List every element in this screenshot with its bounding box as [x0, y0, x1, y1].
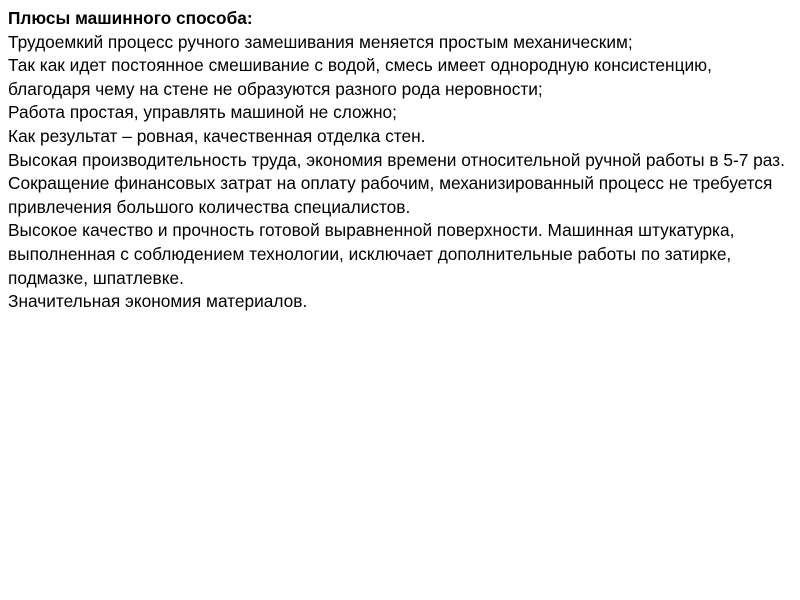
- text-block: [8, 7, 792, 314]
- heading: Плюсы машинного способа:: [8, 8, 253, 28]
- paragraph: Трудоемкий процесс ручного замешивания меняется простым механическим;: [8, 31, 633, 52]
- paragraph: Высокое качество и прочность готовой выравненной поверхности. Машинная штукатурка, выполненная с соблюдением технологии, исключает дополнительные работы по затирке, подмазке, шпатлевке.: [8, 220, 735, 288]
- paragraph: Высокая производительность труда, экономия времени относительной ручной работы в 5-7 раз.: [8, 149, 785, 170]
- paragraph: Работа простая, управлять машиной не сложно;: [8, 102, 397, 123]
- paragraph: Как результат – ровная, качественная отделка стен.: [8, 125, 426, 146]
- paragraph: Так как идет постоянное смешивание с водой, смесь имеет однородную консистенцию, благодаря чему на стене не образуются разного рода неровности;: [8, 55, 712, 99]
- paragraph: Сокращение финансовых затрат на оплату рабочим, механизированный процесс не требуется привлечения большого количества специалистов.: [8, 173, 773, 217]
- paragraph: Значительная экономия материалов.: [8, 291, 308, 312]
